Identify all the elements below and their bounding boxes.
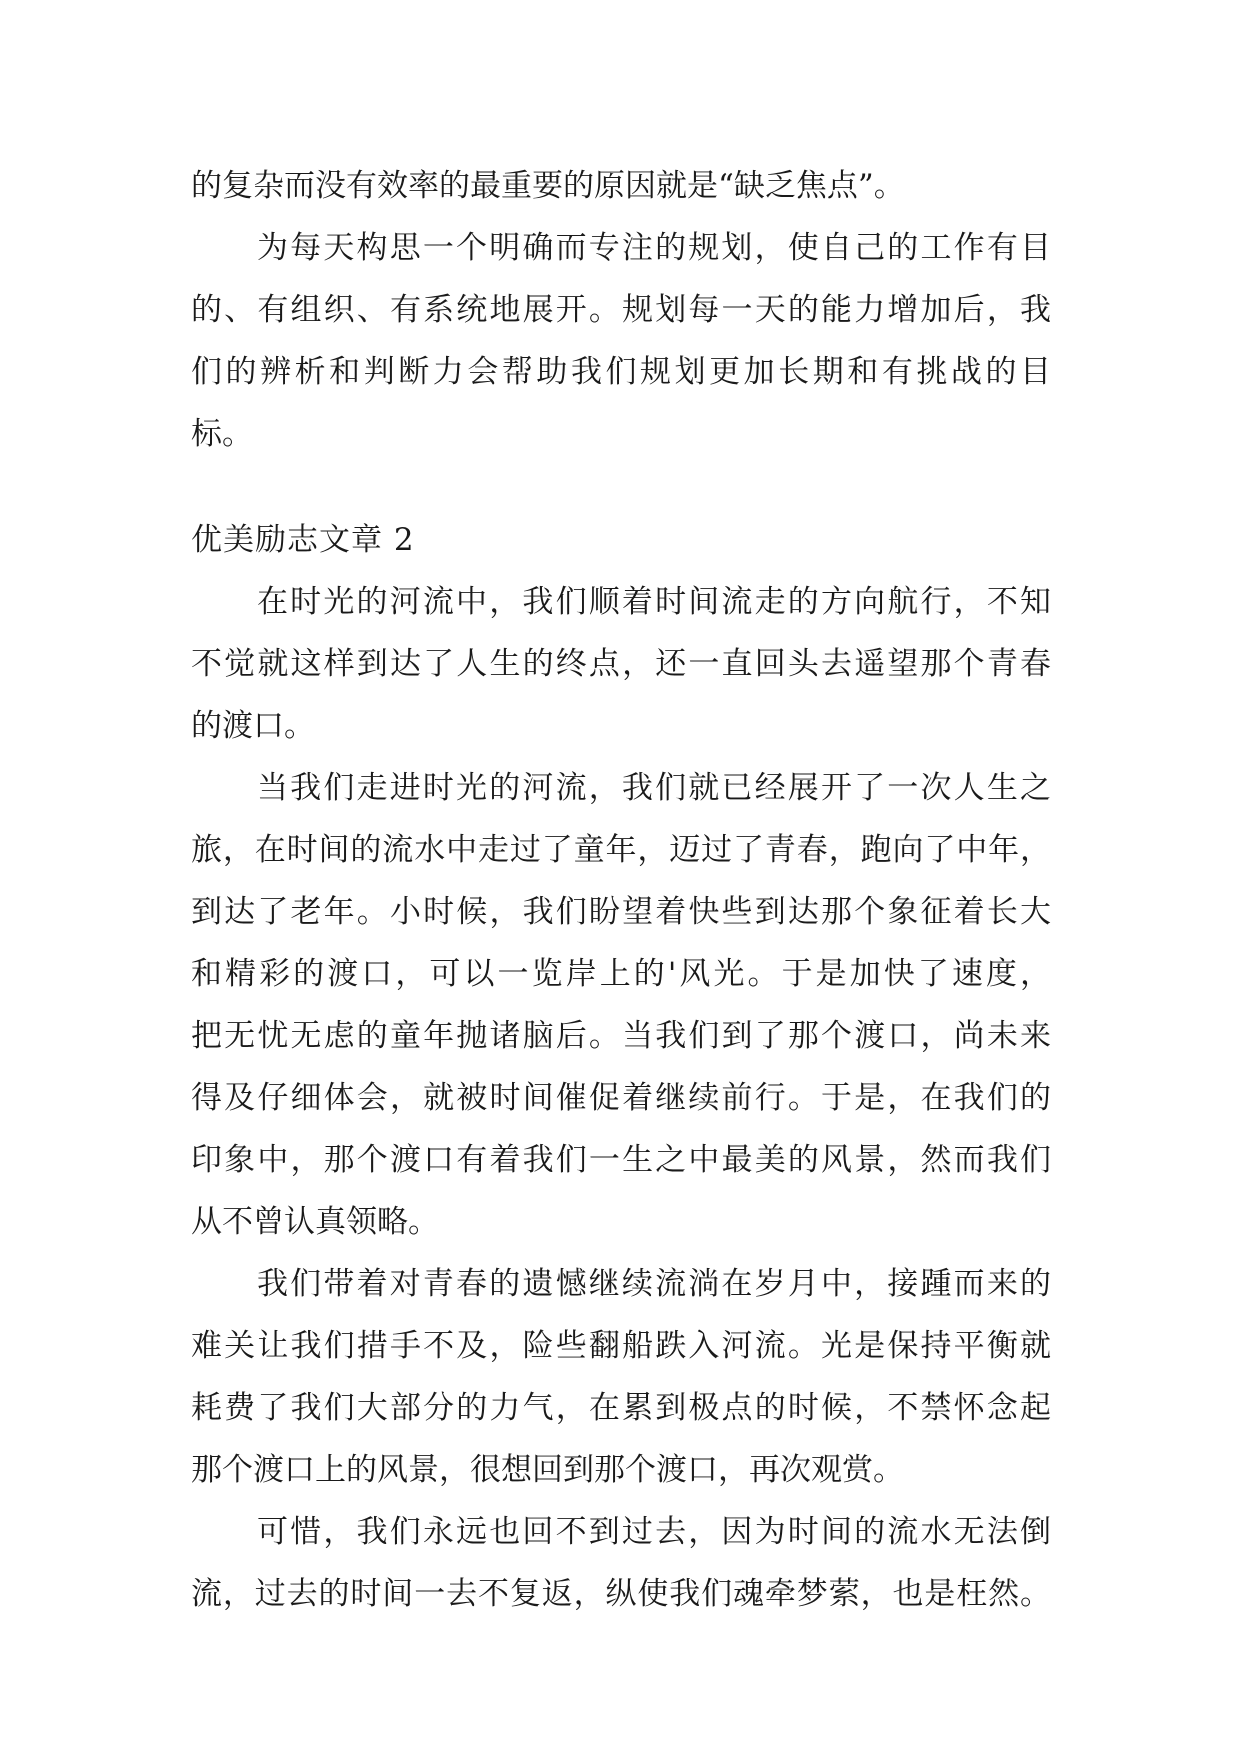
paragraph-line: 们的辨析和判断力会帮助我们规划更加长期和有挑战的目	[191, 354, 1051, 390]
paragraph-line: 为每天构思一个明确而专注的规划，使自己的工作有目	[257, 230, 1051, 266]
paragraph-line: 到达了老年。小时候，我们盼望着快些到达那个象征着长大	[191, 894, 1051, 930]
paragraph-line: 在时光的河流中，我们顺着时间流走的方向航行，不知	[257, 584, 1051, 620]
paragraph-line: 标。	[191, 416, 253, 452]
paragraph-line: 流，过去的时间一去不复返，纵使我们魂牵梦萦，也是枉然。	[191, 1576, 1051, 1612]
article-heading: 优美励志文章 2	[191, 522, 415, 558]
paragraph-line: 可惜，我们永远也回不到过去，因为时间的流水无法倒	[257, 1514, 1051, 1550]
paragraph-line: 不觉就这样到达了人生的终点，还一直回头去遥望那个青春	[191, 646, 1051, 682]
paragraph-line: 得及仔细体会，就被时间催促着继续前行。于是，在我们的	[191, 1080, 1051, 1116]
paragraph-line: 难关让我们措手不及，险些翻船跌入河流。光是保持平衡就	[191, 1328, 1051, 1364]
paragraph-line: 的渡口。	[191, 708, 315, 744]
paragraph-line: 从不曾认真领略。	[191, 1204, 439, 1240]
paragraph-line: 印象中，那个渡口有着我们一生之中最美的风景，然而我们	[191, 1142, 1051, 1178]
paragraph-line: 当我们走进时光的河流，我们就已经展开了一次人生之	[257, 770, 1051, 806]
paragraph-line: 那个渡口上的风景，很想回到那个渡口，再次观赏。	[191, 1452, 904, 1488]
paragraph-line: 耗费了我们大部分的力气，在累到极点的时候，不禁怀念起	[191, 1390, 1051, 1426]
paragraph-line: 我们带着对青春的遗憾继续流淌在岁月中，接踵而来的	[257, 1266, 1051, 1302]
paragraph-line: 旅，在时间的流水中走过了童年，迈过了青春，跑向了中年，	[191, 832, 1051, 868]
paragraph-line: 的复杂而没有效率的最重要的原因就是“缺乏焦点”。	[191, 168, 905, 204]
paragraph-line: 和精彩的渡口，可以一览岸上的'风光。于是加快了速度，	[191, 956, 1051, 992]
paragraph-line: 把无忧无虑的童年抛诸脑后。当我们到了那个渡口，尚未来	[191, 1018, 1051, 1054]
paragraph-line: 的、有组织、有系统地展开。规划每一天的能力增加后，我	[191, 292, 1051, 328]
